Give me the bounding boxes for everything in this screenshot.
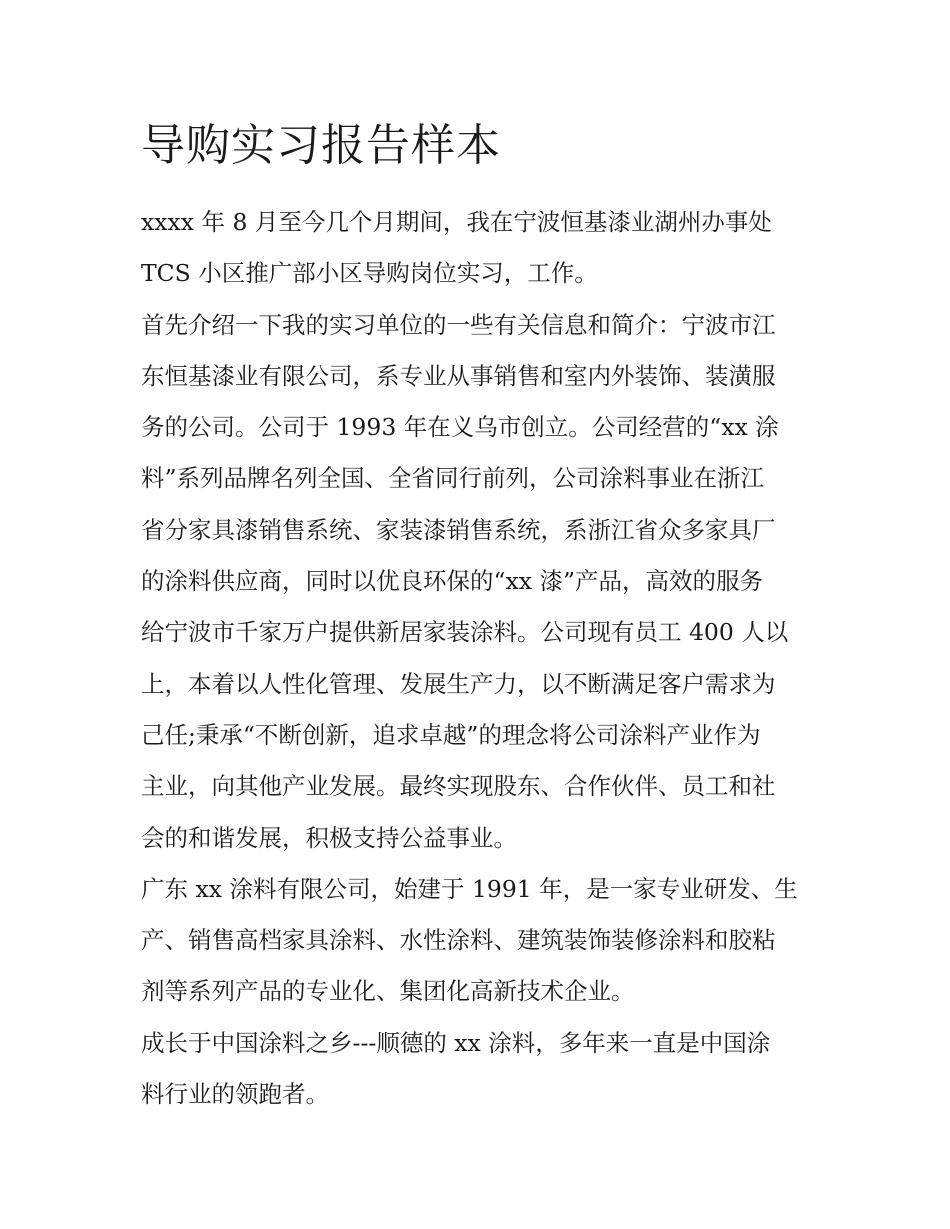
text-line: xxxx 年 8 月至今几个月期间，我在宁波恒基漆业湖州办事处	[141, 208, 772, 236]
paragraph-company-guangdong	[141, 864, 821, 1018]
text-line: 会的和谐发展，积极支持公益事业。	[141, 823, 517, 852]
text-line: 主业，向其他产业发展。最终实现股东、合作伙伴、员工和社	[141, 772, 776, 801]
text-line: 广东 xx 涂料有限公司，始建于 1991 年，是一家专业研发、生	[141, 874, 798, 903]
text-line: 成长于中国涂料之乡---顺德的 xx 涂料，多年来一直是中国涂	[141, 1028, 771, 1057]
text-line: 上，本着以人性化管理、发展生产力，以不断满足客户需求为	[141, 669, 776, 698]
text-line: 的涂料供应商，同时以优良环保的“xx 漆”产品，高效的服务	[141, 567, 764, 596]
text-line: 首先介绍一下我的实习单位的一些有关信息和简介：宁波市江	[141, 310, 776, 339]
text-line: TCS 小区推广部小区导购岗位实习，工作。	[141, 259, 598, 288]
document-title: 导购实习报告样本	[141, 120, 501, 171]
text-line: 产、销售高档家具涂料、水性涂料、建筑装饰装修涂料和胶粘	[141, 926, 776, 955]
text-line: 给宁波市千家万户提供新居家装涂料。公司现有员工 400 人以	[141, 618, 789, 647]
text-line: 料行业的领跑者。	[141, 1080, 329, 1109]
document-body	[141, 197, 821, 1120]
paragraph-intro	[141, 197, 821, 300]
text-line: 东恒基漆业有限公司，系专业从事销售和室内外装饰、装潢服	[141, 361, 776, 390]
paragraph-company-hengji	[141, 300, 821, 864]
text-line: 料”系列品牌名列全国、全省同行前列，公司涂料事业在浙江	[141, 464, 765, 493]
text-line: 己任;秉承“不断创新，追求卓越”的理念将公司涂料产业作为	[141, 720, 761, 749]
paragraph-shunde	[141, 1018, 821, 1121]
text-line: 剂等系列产品的专业化、集团化高新技术企业。	[141, 977, 635, 1006]
text-line: 省分家具漆销售系统、家装漆销售系统，系浙江省众多家具厂	[141, 515, 776, 544]
text-line: 务的公司。公司于 1993 年在义乌市创立。公司经营的“xx 涂	[141, 413, 779, 442]
